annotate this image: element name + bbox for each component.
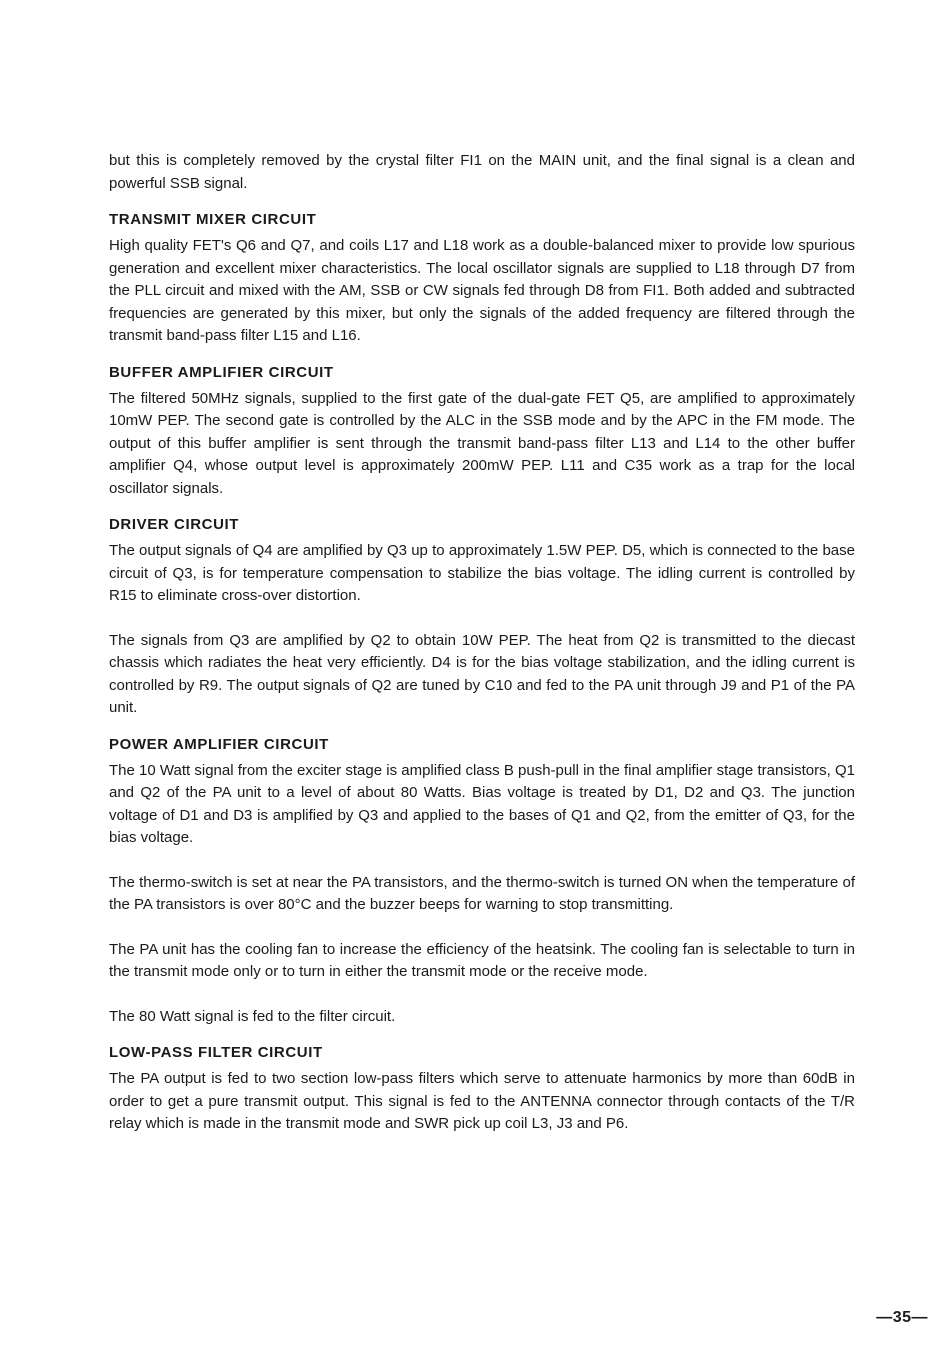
- driver-paragraph-1: The output signals of Q4 are amplified by Q3 up to approximately 1.5W PEP. D5, which is connected to the base circuit of Q3, is for temperature compensation to stabilize the bias voltage. The idling current is controlled by R15 to eliminate cross-over distortion.: [109, 542, 855, 604]
- section-heading-power-amplifier: POWER AMPLIFIER CIRCUIT: [109, 735, 329, 753]
- section-heading-transmit-mixer: TRANSMIT MIXER CIRCUIT: [109, 211, 317, 228]
- power-amplifier-paragraph-2: The thermo-switch is set at near the PA transistors, and the thermo-switch is turned ON when the temperature of the PA transistors is over 80°C and the buzzer beeps for warning to stop transmitting.: [109, 873, 855, 913]
- intro-paragraph: but this is completely removed by the crystal filter FI1 on the MAIN unit, and the final signal is a clean and powerful SSB signal.: [109, 152, 855, 192]
- power-amplifier-paragraph-4: The 80 Watt signal is fed to the filter circuit.: [109, 1007, 396, 1025]
- page-number: —35—: [876, 1309, 928, 1326]
- low-pass-filter-paragraph: The PA output is fed to two section low-pass filters which serve to attenuate harmonics by more than 60dB in order to get a pure transmit output. This signal is fed to the ANTENNA connector through contacts of the T/R relay which is made in the transmit mode and SWR pick up coil L3, J3 and P6.: [109, 1070, 855, 1132]
- power-amplifier-paragraph-1: The 10 Watt signal from the exciter stage is amplified class B push-pull in the final amplifier stage transistors, Q1 and Q2 of the PA unit to a level of about 80 Watts. Bias voltage is treated by D1, D2 and Q3. The junction voltage of D1 and D3 is amplified by Q3 and applied to the bases of Q1 and Q2, from the emitter of Q3, for the bias voltage.: [109, 761, 855, 846]
- document-body: [109, 150, 855, 1136]
- section-heading-low-pass-filter: LOW-PASS FILTER CIRCUIT: [109, 1044, 323, 1061]
- driver-paragraph-2: The signals from Q3 are amplified by Q2 to obtain 10W PEP. The heat from Q2 is transmitted to the diecast chassis which radiates the heat very efficiently. D4 is for the bias voltage stabilization, and the idling current is controlled by R9. The output signals of Q2 are tuned by C10 and fed to the PA unit through J9 and P1 of the PA unit.: [109, 631, 855, 716]
- transmit-mixer-paragraph: High quality FET's Q6 and Q7, and coils L17 and L18 work as a double-balanced mixer to provide low spurious generation and excellent mixer characteristics. The local oscillator signals are supplied to L18 through D7 from the PLL circuit and mixed with the AM, SSB or CW signals fed through D8 from FI1. Both added and subtracted frequencies are generated by this mixer, but only the signals of the added frequency are filtered through the transmit band-pass filter L15 and L16.: [109, 237, 855, 344]
- buffer-amplifier-paragraph: The filtered 50MHz signals, supplied to the first gate of the dual-gate FET Q5, are amplified to approximately 10mW PEP. The second gate is controlled by the ALC in the SSB mode and by the APC in the FM mode. The output of this buffer amplifier is sent through the transmit band-pass filter L13 and L14 to the other buffer amplifier Q4, whose output level is approximately 200mW PEP. L11 and C35 work as a trap for the local oscillator signals.: [109, 389, 855, 497]
- section-heading-driver: DRIVER CIRCUIT: [109, 516, 240, 533]
- section-heading-buffer-amplifier: BUFFER AMPLIFIER CIRCUIT: [109, 363, 334, 381]
- power-amplifier-paragraph-3: The PA unit has the cooling fan to increase the efficiency of the heatsink. The cooling fan is selectable to turn in the transmit mode only or to turn in either the transmit mode or the receive mode.: [109, 940, 855, 980]
